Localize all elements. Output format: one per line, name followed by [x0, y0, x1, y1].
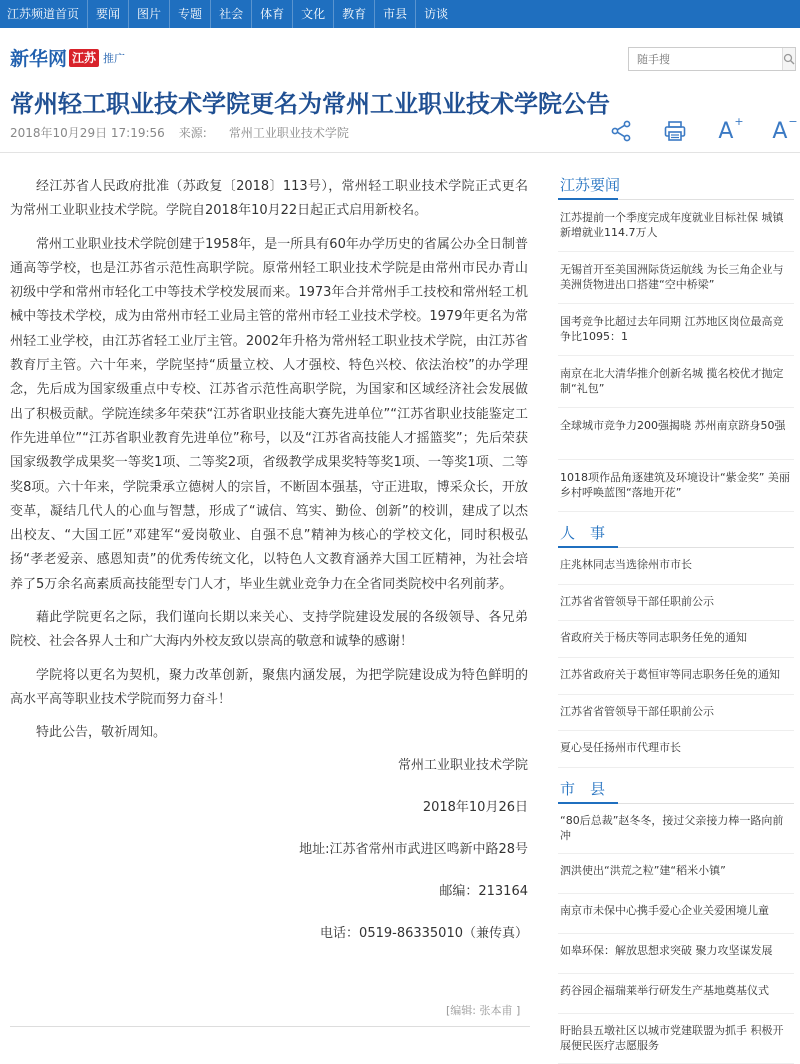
print-button[interactable] — [660, 116, 690, 146]
sidebar — [558, 172, 794, 1064]
share-button[interactable] — [606, 116, 636, 146]
sidebar-section-title[interactable]: 江苏要闻 — [558, 172, 794, 200]
nav-item-pictures[interactable]: 图片 — [129, 0, 170, 28]
search-box — [628, 47, 796, 71]
font-decrease-icon: A− — [772, 114, 798, 144]
news-link[interactable]: 南京在北大清华推介创新名城 揽名校优才抛定制“礼包” — [558, 356, 794, 408]
search-button[interactable] — [782, 48, 795, 70]
article-tools — [600, 116, 800, 146]
article-paragraph: 藉此学院更名之际，我们谨向长期以来关心、支持学院建设发展的各级领导、各兄弟院校、社会各界人士和广大海内外校友致以崇高的敬意和诚挚的感谢！ — [10, 610, 528, 650]
news-link[interactable]: 江苏提前一个季度完成年度就业目标社保 城镇新增就业114.7万人 — [558, 200, 794, 252]
search-icon — [783, 53, 795, 65]
news-link[interactable]: 药谷园企福瑞莱举行研发生产基地奠基仪式 — [558, 974, 794, 1014]
search-input[interactable] — [629, 48, 782, 70]
news-link[interactable]: 南京市未保中心携手爱心企业关爱困境儿童 — [558, 894, 794, 934]
news-list-jiangsu — [558, 200, 794, 512]
news-link[interactable]: “80后总裁”赵冬冬，接过父亲接力棒一路向前冲 — [558, 804, 794, 854]
header-divider — [0, 152, 800, 153]
article-meta — [10, 124, 349, 141]
signature-phone: 电话：0519-86335010（兼传真） — [320, 925, 528, 941]
editor-credit: [编辑: 张本甫 ] — [446, 1004, 521, 1017]
news-list-counties — [558, 804, 794, 1064]
nav-item-cities[interactable]: 市县 — [375, 0, 416, 28]
nav-item-culture[interactable]: 文化 — [293, 0, 334, 28]
news-link[interactable]: 庄兆林同志当选徐州市市长 — [558, 548, 794, 585]
article-paragraph: 学院将以更名为契机，聚力改革创新，聚焦内涵发展，为把学院建设成为特色鲜明的高水平高等职业技术学院而努力奋斗！ — [10, 667, 528, 707]
signature-org: 常州工业职业技术学院 — [397, 757, 528, 773]
nav-item-news[interactable]: 要闻 — [88, 0, 129, 28]
source-label: 来源: — [178, 126, 207, 140]
nav-item-interviews[interactable]: 访谈 — [424, 7, 449, 21]
logo-tag: 推广 — [103, 51, 126, 65]
source-name: 常州工业职业技术学院 — [228, 126, 349, 140]
news-list-personnel — [558, 548, 794, 768]
article-bottom-divider — [10, 1026, 530, 1027]
sidebar-section-title[interactable]: 市 县 — [558, 776, 794, 804]
news-link[interactable]: 全球城市竞争力200强揭晓 苏州南京跻身50强 — [558, 408, 794, 460]
news-link[interactable]: 国考竞争比超过去年同期 江苏地区岗位最高竞争比1095：1 — [558, 304, 794, 356]
article-body — [10, 175, 528, 965]
news-link[interactable]: 无锡首开至美国洲际货运航线 为长三角企业与美洲货物进出口搭建“空中桥梁” — [558, 252, 794, 304]
signature-block — [10, 755, 528, 945]
publish-date: 2018年10月29日 17:19:56 — [10, 126, 165, 140]
font-increase-button[interactable] — [716, 116, 746, 146]
news-link[interactable]: 泗洪使出“洪荒之粒”建“稻米小镇” — [558, 854, 794, 894]
font-decrease-button[interactable] — [770, 116, 800, 146]
nav-item-sports[interactable]: 体育 — [252, 0, 293, 28]
news-link[interactable]: 省政府关于杨庆等同志职务任免的通知 — [558, 621, 794, 658]
signature-date: 2018年10月26日 — [422, 799, 528, 815]
article-paragraph: 特此公告，敬祈周知。 — [36, 725, 167, 741]
signature-postcode: 邮编：213164 — [439, 883, 528, 899]
sidebar-section-title[interactable]: 人 事 — [558, 520, 794, 548]
share-icon — [609, 119, 633, 143]
nav-item-society[interactable]: 社会 — [211, 0, 252, 28]
nav-item-topics[interactable]: 专题 — [170, 0, 211, 28]
nav-item-education[interactable]: 教育 — [334, 0, 375, 28]
top-nav — [0, 0, 800, 28]
logo-brand: 新华网 — [10, 48, 68, 70]
signature-address: 地址:江苏省常州市武进区鸣新中路28号 — [299, 841, 528, 857]
news-link[interactable]: 江苏省省管领导干部任职前公示 — [558, 695, 794, 732]
font-increase-icon: A+ — [718, 114, 744, 144]
site-logo[interactable] — [10, 44, 125, 71]
print-icon — [663, 119, 687, 143]
page-title: 常州轻工职业技术学院更名为常州工业职业技术学院公告 — [10, 90, 610, 118]
news-link[interactable]: 盱眙县五墩社区以城市党建联盟为抓手 积极开展便民医疗志愿服务 — [558, 1014, 794, 1064]
news-link[interactable]: 如皋环保：解放思想求突破 聚力攻坚谋发展 — [558, 934, 794, 974]
news-link[interactable]: 1018项作品角逐建筑及环境设计“紫金奖” 美丽乡村呼唤蓝图“落地开花” — [558, 460, 794, 512]
news-link[interactable]: 夏心旻任扬州市代理市长 — [558, 731, 794, 768]
nav-item-home[interactable]: 江苏频道首页 — [0, 0, 88, 28]
article-paragraph: 常州工业职业技术学院创建于1958年，是一所具有60年办学历史的省属公办全日制普通高等学校，也是江苏省示范性高职学院。原常州轻工职业技术学院是由常州市民办青山初级中学和常州市轻化工中等技术学校发展而来。1973年合并常州手工技校和常州轻工机械中等技术学校，成为由常州市轻工业局主管的常州市轻工业技术学校。1979年更名为常州轻工业学校，由江苏省轻工业厅主管。2002年升格为常州轻工职业技术学院，由江苏省教育厅主管。六十年来，学院坚持“质量立校、人才强校、特色兴校、依法治校”的办学理念，先后成为国家级重点中专校、江苏省示范性高职学院，为国家和区域经济社会发展做出了积极贡献。学院连续多年荣获“江苏省职业技能大赛先进单位”“江苏省职业技能鉴定工作先进单位”“江苏省职业教育先进单位”称号，以及“江苏省高技能人才摇篮奖”；先后荣获国家级教学成果奖一等奖1项、二等奖2项，省级教学成果奖特等奖1项、一等奖1项、二等奖8项。六十年来，学院秉承立德树人的宗旨，不断固本强基，守正进取，博采众长，开放变革，凝结几代人的心血与智慧，形成了“诚信、笃实、勤俭、创新”的校训，建成了以杰出校友、“大国工匠”邓建军“爱岗敬业、自强不息”精神为核心的学校文化，同时积极弘扬“孝老爱亲、感恩知责”的优秀传统文化，以特色人文教育涵养大国工匠精神，为社会培养了5万余名高素质高技能型专门人才，毕业生就业竞争力在全省同类院校中名列前茅。 — [10, 236, 528, 592]
news-link[interactable]: 江苏省省管领导干部任职前公示 — [558, 585, 794, 622]
news-link[interactable]: 江苏省政府关于葛恒审等同志职务任免的通知 — [558, 658, 794, 695]
logo-region-badge: 江苏 — [69, 49, 99, 67]
article-paragraph: 经江苏省人民政府批准（苏政复〔2018〕113号），常州轻工职业技术学院正式更名为常州工业职业技术学院。学院自2018年10月22日起正式启用新校名。 — [10, 179, 528, 219]
